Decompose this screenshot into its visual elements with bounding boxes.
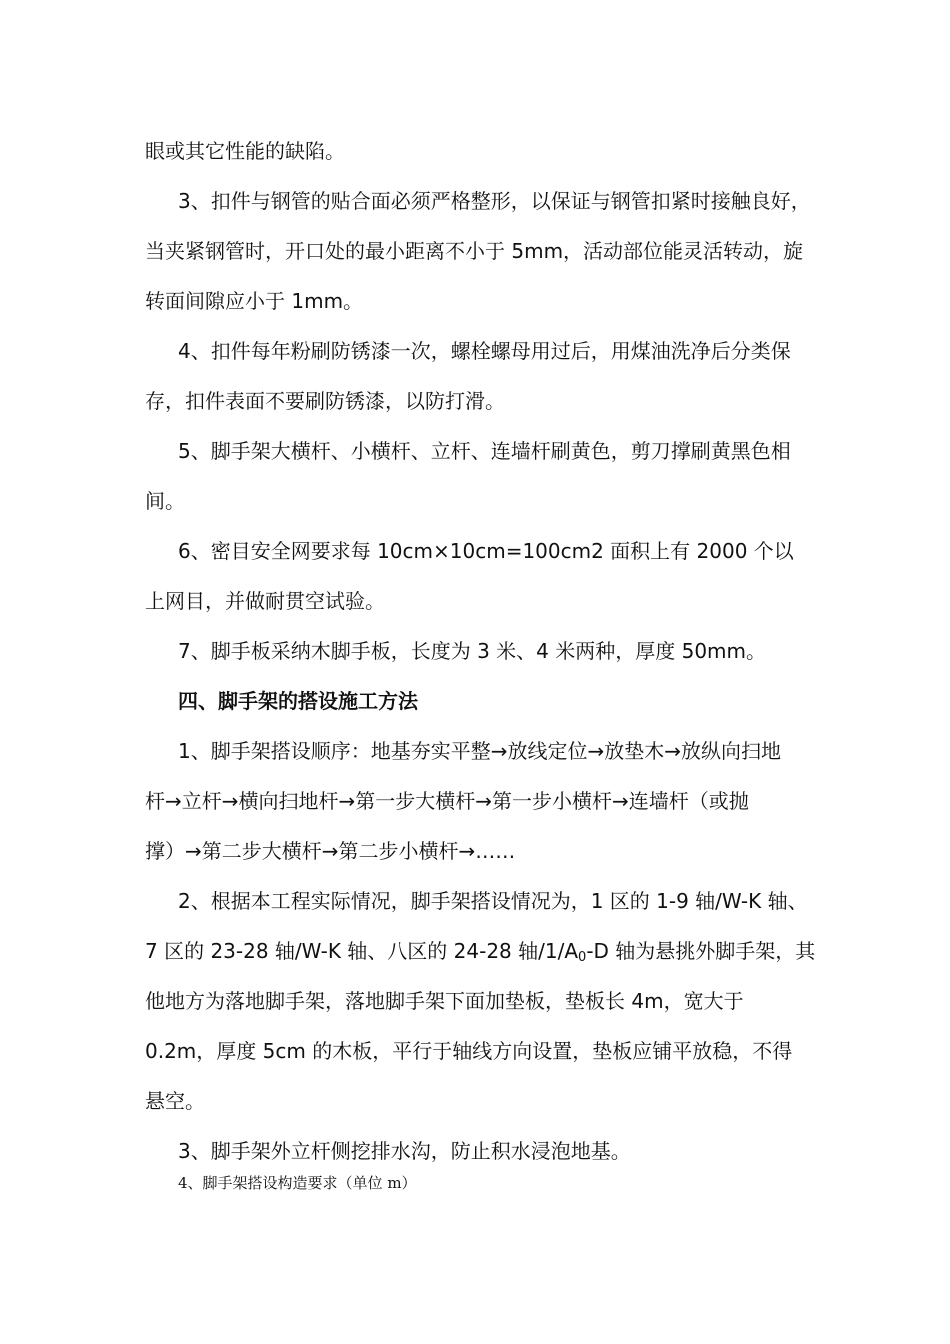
- paragraph-line: 1、脚手架搭设顺序：地基夯实平整→放线定位→放垫木→放纵向扫地: [178, 739, 781, 763]
- paragraph-line: 0.2m，厚度 5cm 的木板，平行于轴线方向设置，垫板应铺平放稳，不得: [145, 1039, 793, 1063]
- paragraph-line: 7、脚手板采纳木脚手板，长度为 3 米、4 米两种，厚度 50mm。: [178, 639, 767, 663]
- subscript: 0: [578, 950, 587, 965]
- table-caption: 4、脚手架搭设构造要求（单位 m）: [178, 1174, 417, 1192]
- paragraph-line: 存，扣件表面不要刷防锈漆，以防打滑。: [145, 389, 505, 413]
- text-segment: 7 区的 23-28 轴/W-K 轴、八区的 24-28 轴/1/A: [145, 939, 579, 963]
- paragraph-line: 上网目，并做耐贯空试验。: [145, 589, 385, 613]
- paragraph-line: 杆→立杆→横向扫地杆→第一步大横杆→第一步小横杆→连墙杆（或抛: [145, 789, 749, 813]
- paragraph-line: 3、扣件与钢管的贴合面必须严格整形，以保证与钢管扣紧时接触良好，: [178, 189, 811, 213]
- paragraph-line: 3、脚手架外立杆侧挖排水沟，防止积水浸泡地基。: [178, 1139, 631, 1163]
- paragraph-line: 2、根据本工程实际情况，脚手架搭设情况为，1 区的 1-9 轴/W-K 轴、: [178, 889, 808, 913]
- paragraph-line: 间。: [145, 489, 185, 513]
- paragraph-line: [145, 936, 825, 966]
- paragraph-line: 转面间隙应小于 1mm。: [145, 289, 364, 313]
- paragraph-line: 他地方为落地脚手架，落地脚手架下面加垫板，垫板长 4m，宽大于: [145, 989, 744, 1013]
- paragraph-line: 6、密目安全网要求每 10cm×10cm=100cm2 面积上有 2000 个以: [178, 539, 794, 563]
- section-heading: 四、脚手架的搭设施工方法: [178, 689, 418, 713]
- paragraph-line: 撑）→第二步大横杆→第二步小横杆→……: [145, 839, 516, 863]
- paragraph-line: 5、脚手架大横杆、小横杆、立杆、连墙杆刷黄色，剪刀撑刷黄黑色相: [178, 439, 791, 463]
- text-segment: -D 轴为悬挑外脚手架，其: [586, 939, 816, 963]
- paragraph-line: 悬空。: [145, 1089, 205, 1113]
- paragraph-line: 4、扣件每年粉刷防锈漆一次，螺栓螺母用过后，用煤油洗净后分类保: [178, 339, 791, 363]
- paragraph-line: 眼或其它性能的缺陷。: [145, 139, 345, 163]
- paragraph-line: 当夹紧钢管时，开口处的最小距离不小于 5mm，活动部位能灵活转动，旋: [145, 239, 804, 263]
